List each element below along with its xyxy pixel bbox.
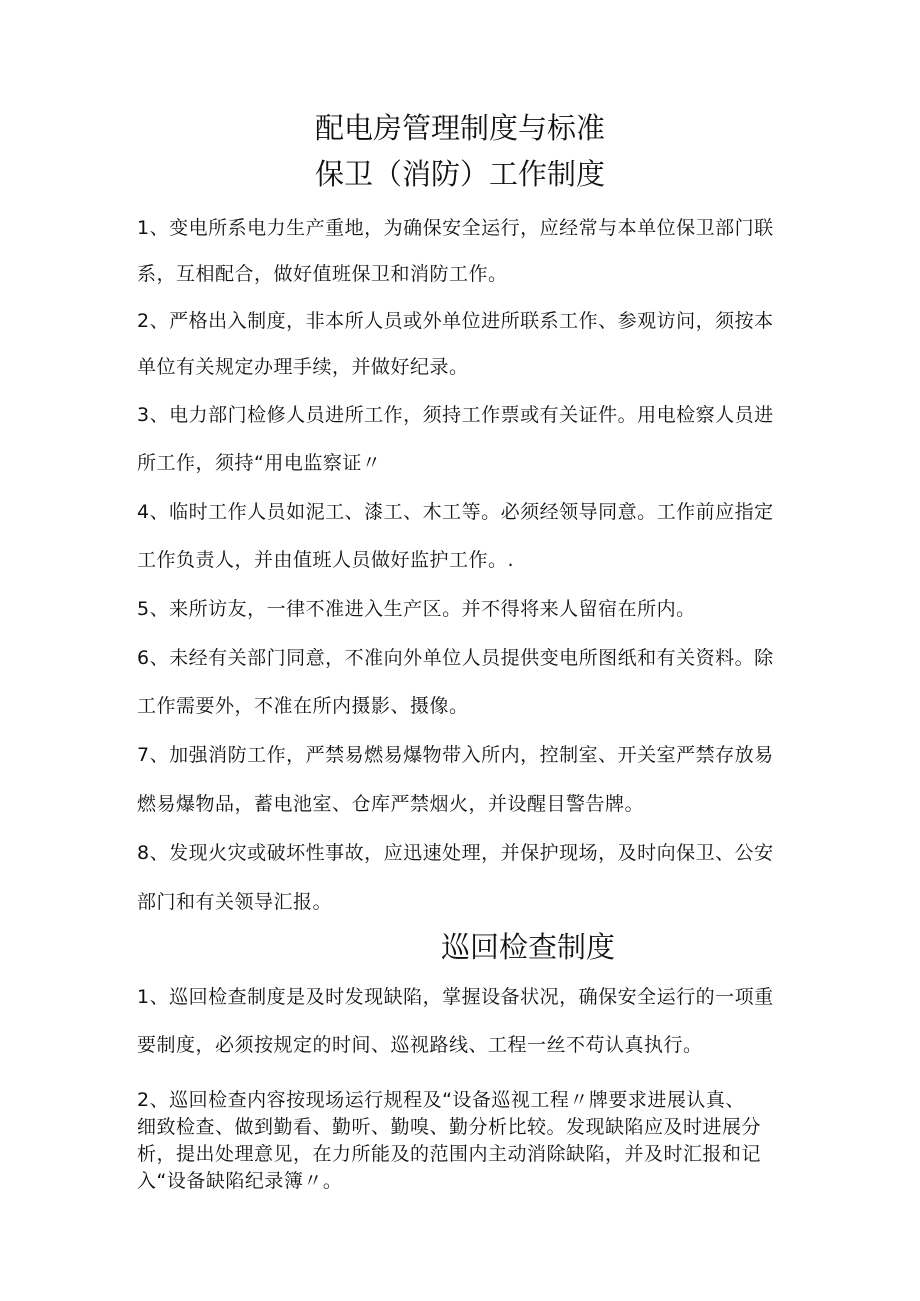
inspection-rule-2-line-4: 入“设备缺陷纪录簿〃。 [137,1170,343,1192]
document-title: 配电房管理制度与标准 [314,111,605,145]
security-rule-2-line-2: 单位有关规定办理手续，并做好纪录。 [137,356,469,378]
security-rule-3-line-2: 所工作，须持“用电监察证〃 [137,452,382,474]
inspection-rule-1-line-2: 要制度，必须按规定的时间、巡视路线、工程一丝不苟认真执行。 [137,1034,703,1056]
security-rule-7-line-1: 7、加强消防工作，严禁易燃易爆物带入所内，控制室、开关室严禁存放易 [137,744,774,766]
security-rule-2-line-1: 2、严格出入制度，非本所人员或外单位进所联系工作、参观访问，须按本 [137,310,774,332]
security-rule-3-line-1: 3、电力部门检修人员进所工作，须持工作票或有关证件。用电检察人员进 [137,404,774,426]
security-rule-8-line-1: 8、发现火灾或破坏性事故，应迅速处理，并保护现场，及时向保卫、公安 [137,842,774,864]
inspection-rule-2-line-2: 细致检查、做到勤看、勤听、勤嗅、勤分析比较。发现缺陷应及时进展分 [137,1116,762,1138]
inspection-rule-2-line-1: 2、巡回检查内容按现场运行规程及“设备巡视工程〃牌要求进展认真、 [137,1089,745,1111]
security-rule-1-line-2: 系，互相配合，做好值班保卫和消防工作。 [137,263,508,285]
security-rule-6-line-1: 6、未经有关部门同意，不准向外单位人员提供变电所图纸和有关资料。除 [137,647,774,669]
security-rule-4-line-2: 工作负责人，并由值班人员做好监护工作。. [137,549,515,571]
security-rule-7-line-2: 燃易爆物品，蓄电池室、仓库严禁烟火，并设醒目警告牌。 [137,793,645,815]
security-rule-1-line-1: 1、变电所系电力生产重地，为确保安全运行，应经常与本单位保卫部门联 [137,217,774,239]
security-rule-8-line-2: 部门和有关领导汇报。 [137,891,333,913]
security-rule-4-line-1: 4、临时工作人员如泥工、漆工、木工等。必须经领导同意。工作前应指定 [137,501,774,523]
security-rule-5: 5、来所访友，一律不准进入生产区。并不得将来人留宿在所内。 [137,598,696,620]
inspection-rule-2-line-3: 析，提出处理意见，在力所能及的范围内主动消除缺陷，并及时汇报和记 [137,1143,762,1165]
security-section-heading: 保卫（消防）工作制度 [314,157,605,191]
security-rule-6-line-2: 工作需要外，不准在所内摄影、摄像。 [137,695,469,717]
inspection-section-heading: 巡回检查制度 [440,930,615,964]
inspection-rule-1-line-1: 1、巡回检查制度是及时发现缺陷，掌握设备状况，确保安全运行的一项重 [137,986,774,1008]
